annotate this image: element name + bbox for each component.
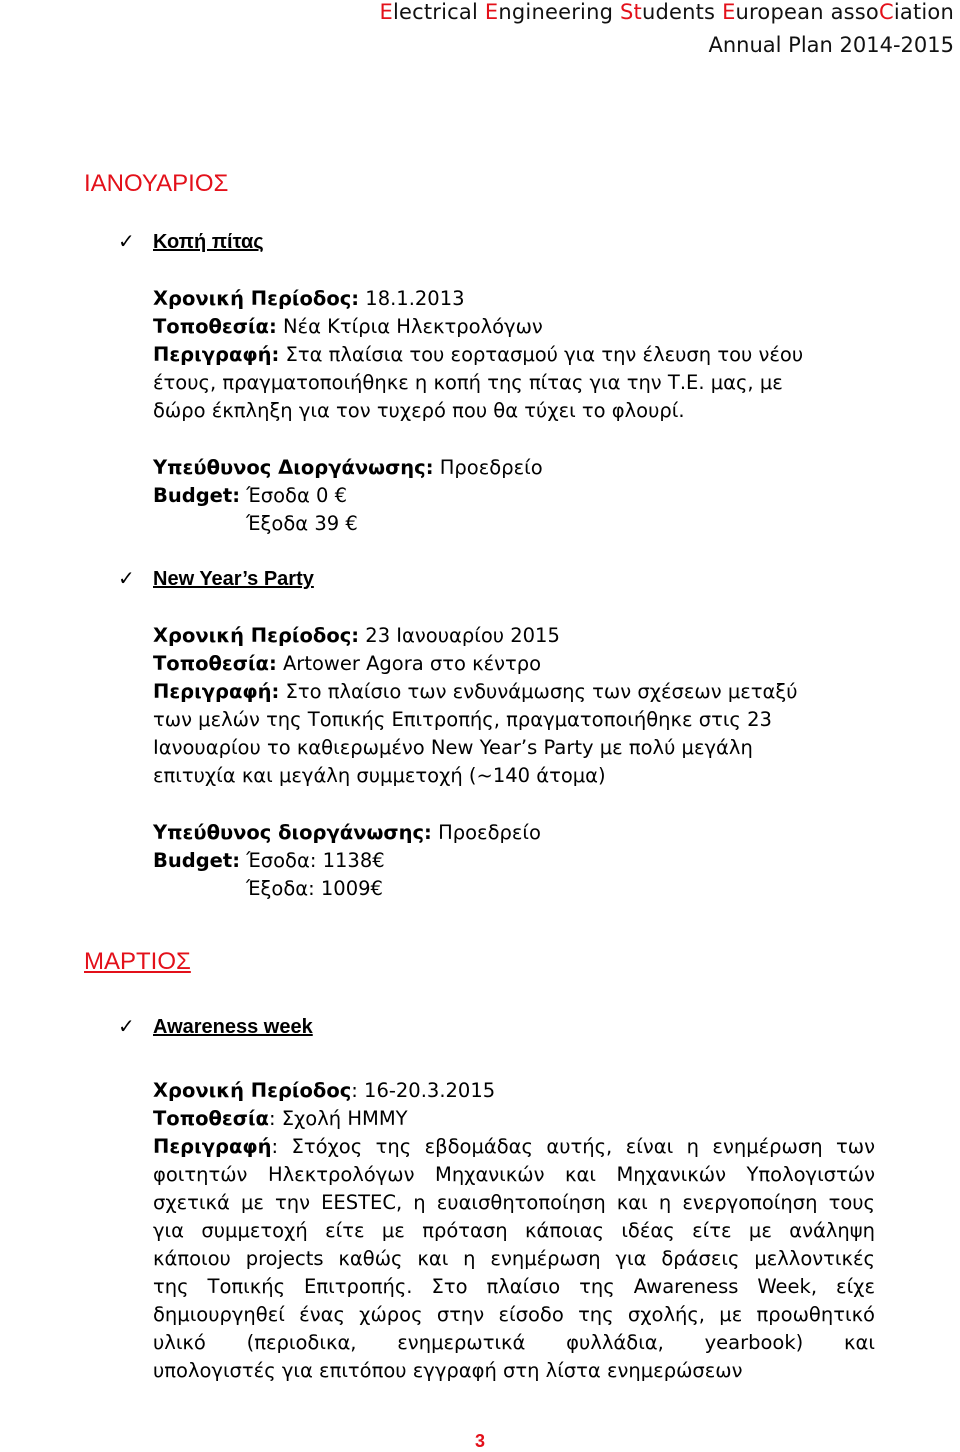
event-awareness xyxy=(118,1014,313,1039)
org-text: uropean asso xyxy=(735,0,879,24)
checkmark-icon: ✓ xyxy=(118,1016,135,1038)
org-text: ngineering xyxy=(498,0,620,24)
field-value: Προεδρείο xyxy=(439,456,543,479)
desc-line: δημιουργηθεί ένας χώρος στην είσοδο της σχολής, με προωθητικό xyxy=(153,1303,875,1326)
field-label: Περιγραφή: xyxy=(153,343,280,366)
field-label: Υπεύθυνος διοργάνωσης: xyxy=(153,821,432,844)
desc-line: για συμμετοχή είτε με πρόταση κάποιας ιδέας είτε με ανάληψη xyxy=(153,1219,875,1242)
page-number: 3 xyxy=(474,1431,485,1451)
budget-expense: Έξοδα 39 € xyxy=(246,512,358,535)
org-text: iation xyxy=(893,0,954,24)
field-label: Χρονική Περίοδος xyxy=(153,1079,352,1102)
org-letter: C xyxy=(878,0,894,24)
desc-line: : Στόχος της εβδομάδας αυτής, είναι η ενημέρωση των xyxy=(271,1135,875,1158)
desc-line: κάποιου projects καθώς και η ενημέρωση για δράσεις μελλοντικές xyxy=(153,1247,875,1270)
field-value: Artower Agora στο κέντρο xyxy=(282,652,542,675)
desc-line: φοιτητών Ηλεκτρολόγων Μηχανικών και Μηχανικών Υπολογιστών xyxy=(153,1163,875,1186)
event-details-cake xyxy=(153,285,803,425)
field-value: : 16-20.3.2015 xyxy=(351,1079,496,1102)
field-label: Τοποθεσία xyxy=(153,1107,269,1130)
budget-income: Έσοδα: 1138€ xyxy=(246,849,385,872)
desc-line: υλικό (περιοδικα, ενημερωτικά φυλλάδια, yearbook) και xyxy=(153,1331,875,1354)
event-title: Awareness week xyxy=(153,1016,313,1038)
field-label: Budget: xyxy=(153,484,241,507)
field-label: Χρονική Περίοδος: xyxy=(153,624,360,647)
event-details-awareness xyxy=(153,1077,875,1385)
desc-line: σχετικά με την EESTEC, η ευαισθητοποίηση και η ενεργοποίηση τους xyxy=(153,1191,875,1214)
field-value: Προεδρείο xyxy=(438,821,541,844)
field-label: Περιγραφή xyxy=(153,1135,272,1158)
desc-line: υπολογιστές για επιτόπου εγγραφή στη λίστα ενημερώσεων xyxy=(153,1359,743,1382)
desc-line: επιτυχία και μεγάλη συμμετοχή (~140 άτομα) xyxy=(153,764,606,787)
org-letter: E xyxy=(484,0,499,24)
field-label: Περιγραφή: xyxy=(153,680,280,703)
org-text: lectrical xyxy=(392,0,485,24)
event-title: Κοπή πίτας xyxy=(153,231,264,253)
field-label: Χρονική Περίοδος: xyxy=(153,287,360,310)
desc-line: Στο πλαίσιο των ενδυνάμωσης των σχέσεων μεταξύ xyxy=(285,680,798,703)
desc-line: Στα πλαίσια του εορτασμού για την έλευση του νέου xyxy=(285,343,804,366)
org-letter: E xyxy=(379,0,393,24)
field-value: 23 Ιανουαρίου 2015 xyxy=(365,624,560,647)
month-title-march: ΜΑΡΤΙΟΣ xyxy=(84,948,191,975)
event-meta-party xyxy=(153,819,541,903)
org-letter: E xyxy=(722,0,736,24)
checkmark-icon: ✓ xyxy=(118,231,135,253)
month-title-january: ΙΑΝΟΥΑΡΙΟΣ xyxy=(84,170,229,197)
desc-line: Ιανουαρίου το καθιερωμένο New Year’s Party με πολύ μεγάλη xyxy=(153,736,753,759)
header-org-name xyxy=(380,0,955,24)
org-letter: St xyxy=(619,0,642,24)
event-party xyxy=(118,566,314,591)
event-meta-cake xyxy=(153,454,543,538)
field-label: Υπεύθυνος Διοργάνωσης: xyxy=(153,456,434,479)
desc-line: της Τοπικής Επιτροπής. Στο πλαίσιο της Awareness Week, είχε xyxy=(153,1275,875,1298)
budget-income: Έσοδα 0 € xyxy=(246,484,348,507)
desc-line: των μελών της Τοπικής Επιτροπής, πραγματοποιήθηκε στις 23 xyxy=(153,708,772,731)
event-title: New Year’s Party xyxy=(153,568,314,590)
desc-line: έτους, πραγματοποιήθηκε η κοπή της πίτας για την Τ.Ε. μας, με xyxy=(153,371,783,394)
checkmark-icon: ✓ xyxy=(118,568,135,590)
field-label: Τοποθεσία: xyxy=(153,315,277,338)
event-details-party xyxy=(153,622,798,790)
org-text: udents xyxy=(641,0,723,24)
header-plan: Annual Plan 2014-2015 xyxy=(708,33,954,57)
budget-expense: Έξοδα: 1009€ xyxy=(246,877,383,900)
field-label: Budget: xyxy=(153,849,241,872)
event-cake xyxy=(118,229,264,254)
field-label: Τοποθεσία: xyxy=(153,652,277,675)
desc-line: δώρο έκπληξη για τον τυχερό που θα τύχει το φλουρί. xyxy=(153,399,685,422)
field-value: Νέα Κτίρια Ηλεκτρολόγων xyxy=(282,315,543,338)
field-value: 18.1.2013 xyxy=(365,287,465,310)
field-value: : Σχολή ΗΜΜΥ xyxy=(268,1107,408,1130)
